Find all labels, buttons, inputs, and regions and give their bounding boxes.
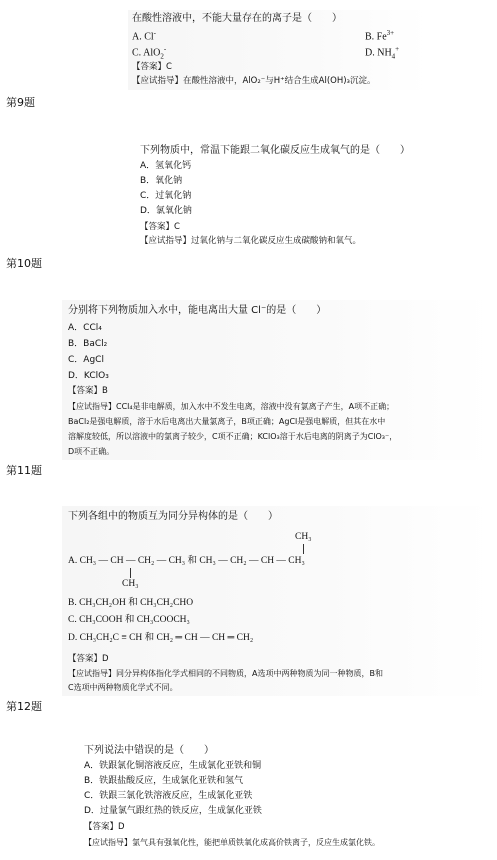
question-12-option-c: C．铁跟三氯化铁溶液反应，生成氯化亚铁 (84, 791, 253, 801)
question-10-answer: 【答案】B (68, 386, 108, 396)
question-11-answer: 【答案】D (68, 654, 109, 664)
question-10-guide-line-4: D项不正确。 (68, 447, 115, 456)
question-9-option-c: C．过氧化钠 (140, 191, 192, 201)
question-11-stem: 下列各组中的物质互为同分异构体的是（ ） (68, 511, 278, 522)
question-9-stem: 下列物质中，常温下能跟二氧化碳反应生成氧气的是（ ） (140, 145, 410, 156)
question-9-option-d: D．氯氧化钠 (140, 206, 192, 216)
question-10-option-c: C．AgCl (68, 355, 104, 365)
question-11-option-d: D. CH₃CH₂C ≡ CH 和 CH₂ ═ CH — CH ═ CH₂ (68, 633, 254, 643)
question-10-option-b: B．BaCl₂ (68, 339, 108, 349)
question-12-stem: 下列说法中错误的是（ ） (84, 745, 214, 756)
question-11-option-a-branch-top: CH₃ (295, 532, 312, 542)
question-10-label: 第10题 (6, 257, 42, 270)
question-12-guide: 【应试指导】氯气具有强氧化性，能把单质铁氧化成高价铁离子，反应生成氯化铁。 (84, 838, 380, 847)
question-10-block (62, 300, 492, 460)
question-10-guide-line-3: 溶解度较低，所以溶液中的氯离子较少，C项不正确；KClO₃溶于水后电离的阴离子为ClO₃⁻， (68, 432, 398, 441)
question-11-option-a-bond-bottom (130, 568, 131, 578)
question-12-option-a: A．铁跟氯化铜溶液反应，生成氯化亚铁和铜 (84, 761, 262, 771)
question-9-option-a: A．氢氧化钙 (140, 161, 192, 171)
question-11-guide-line-1: 【应试指导】同分异构体指化学式相同的不同物质，A选项中两种物质为同一种物质，B和 (68, 669, 383, 678)
question-10-guide-line-2: BaCl₂是强电解质，溶于水后电离出大量氯离子，B项正确；AgCl是强电解质，但其在水中 (68, 417, 386, 426)
question-11-option-a-bond-top (303, 544, 304, 554)
question-8-option-d: D. $NH_4^+$ (365, 45, 400, 61)
question-12-block (80, 742, 480, 852)
question-10-guide-line-1: 【应试指导】CCl₄是非电解质，加入水中不发生电离，溶液中没有氯离子产生，A项不正确； (68, 402, 395, 411)
question-8-option-b: B. $Fe^{3+}$ (365, 29, 395, 43)
question-11-option-b: B. CH₃CH₂OH 和 CH₃CH₂CHO (68, 598, 194, 608)
question-11-label: 第11题 (6, 464, 42, 477)
question-10-stem: 分别将下列物质加入水中，能电离出大量 Cl⁻的是（ ） (68, 305, 327, 316)
question-8-option-c: C. AlO$_2$- (132, 45, 167, 61)
question-11-option-a-formula: A. CH₃ — CH — CH₂ — CH₃ 和 CH₃ — CH₂ — CH — CH₃ (68, 556, 305, 566)
question-8-answer: 【答案】C (132, 62, 172, 72)
question-11-block (62, 506, 492, 696)
question-11-option-c: C. CH₃COOH 和 CH₃COOCH₃ (68, 615, 190, 625)
question-8-guide: 【应试指导】在酸性溶液中，AlO₂⁻与H⁺结合生成Al(OH)₃沉淀。 (132, 76, 376, 86)
question-11-option-a-branch-bottom: CH₃ (122, 579, 139, 589)
question-12-option-b: B．铁跟盐酸反应，生成氯化亚铁和氢气 (84, 776, 244, 786)
question-10-option-d: D．KClO₃ (68, 371, 109, 381)
question-9-block (136, 142, 436, 252)
question-12-answer: 【答案】D (84, 822, 125, 832)
question-10-option-a: A．CCl₄ (68, 323, 102, 333)
question-9-answer: 【答案】C (140, 222, 180, 232)
question-11-guide-line-2: C选项中两种物质化学式不同。 (68, 683, 178, 692)
question-9-option-b: B．氧化钠 (140, 176, 183, 186)
question-9-label: 第9题 (6, 96, 35, 109)
question-8-stem: 在酸性溶液中，不能大量存在的离子是（ ） (132, 13, 342, 24)
question-8-block (128, 10, 428, 90)
question-9-guide: 【应试指导】过氧化钠与二氧化碳反应生成碳酸钠和氧气。 (140, 236, 362, 246)
question-8-option-a: A. Cl- (132, 29, 157, 43)
question-12-option-d: D．过量氯气跟红热的铁反应，生成氯化亚铁 (84, 806, 262, 816)
question-12-label: 第12题 (6, 700, 42, 713)
